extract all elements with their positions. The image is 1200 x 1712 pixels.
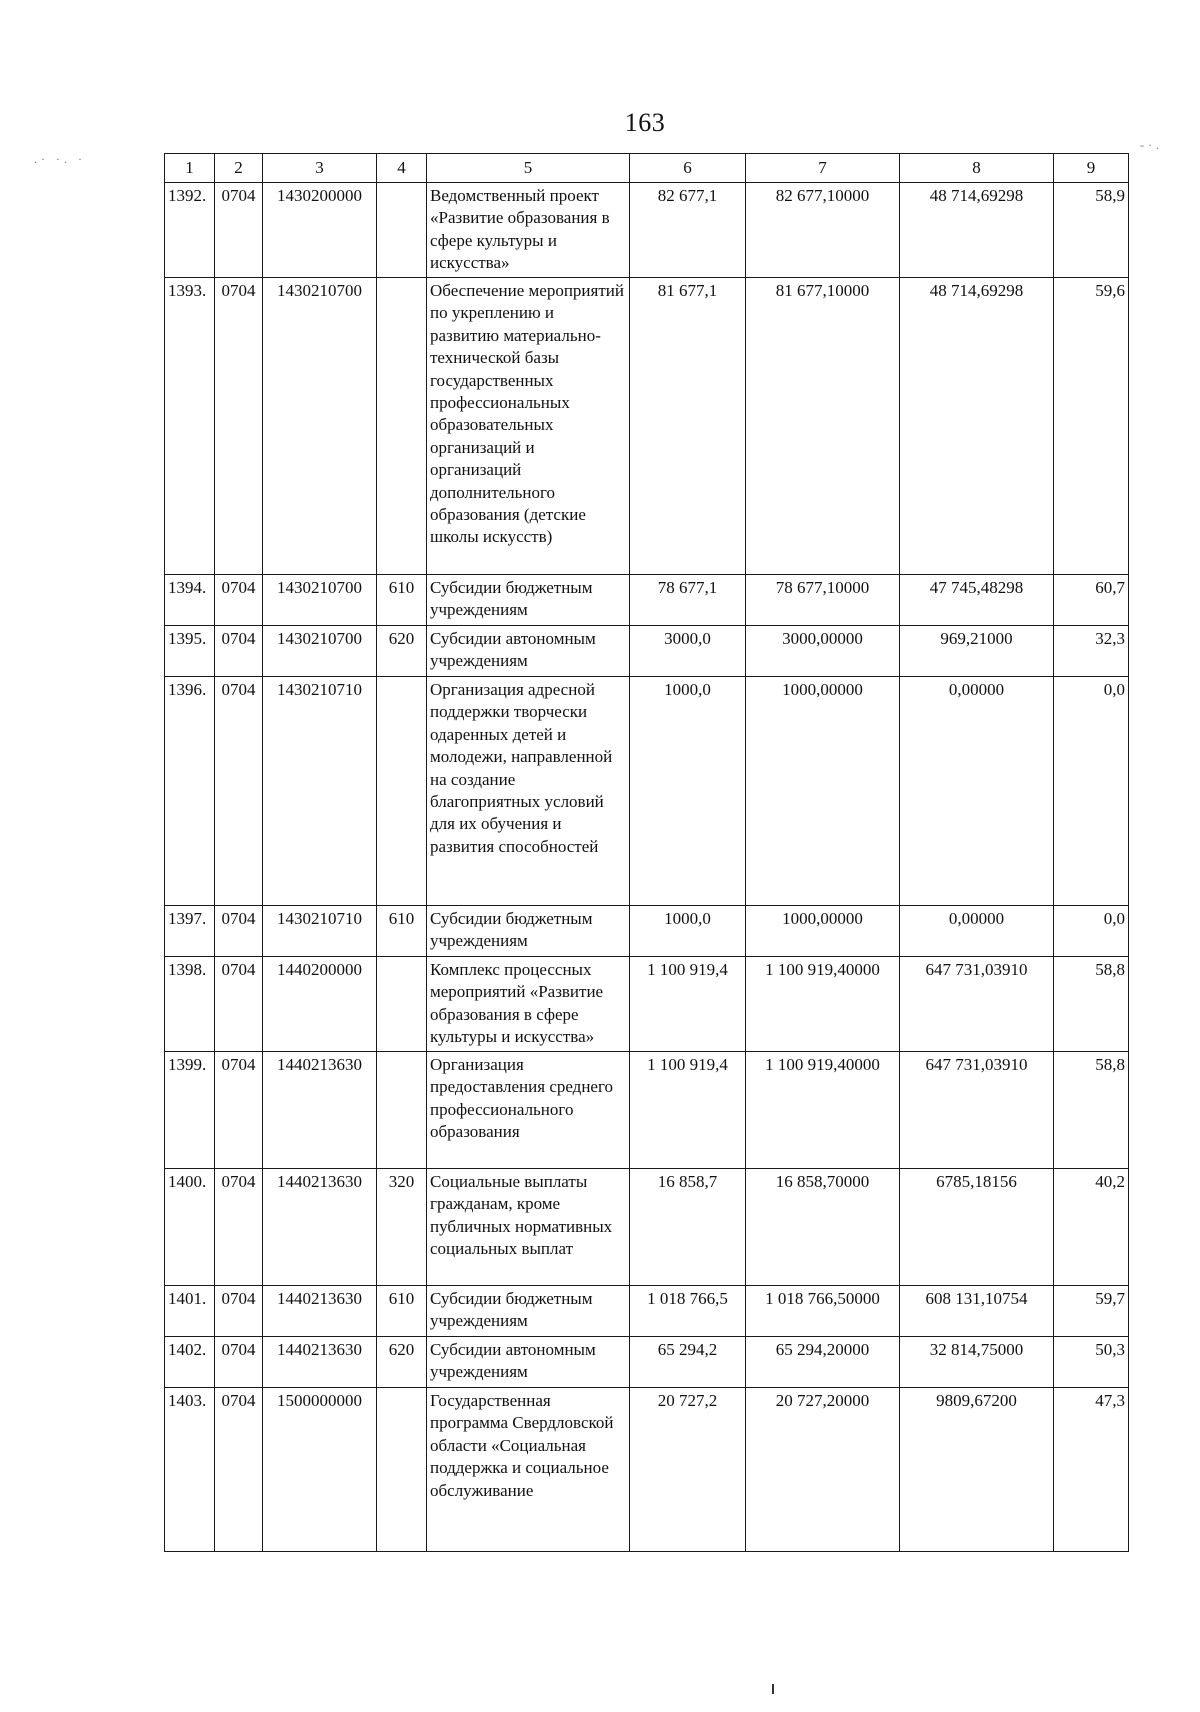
target-article-code: 1440200000 [263,957,377,1052]
row-number: 1403. [165,1388,215,1552]
value-col8: 47 745,48298 [900,575,1054,626]
value-col9: 32,3 [1054,626,1129,677]
value-col6: 1000,0 [630,677,746,906]
expense-type-code: 320 [377,1169,427,1286]
value-col8: 647 731,03910 [900,957,1054,1052]
table-row [165,1286,1129,1337]
table-row [165,626,1129,677]
target-article-code: 1500000000 [263,1388,377,1552]
value-col7: 65 294,20000 [746,1337,900,1388]
item-name: Социальные выплаты гражданам, кроме публичных нормативных социальных выплат [427,1169,630,1286]
value-col7: 16 858,70000 [746,1169,900,1286]
row-number: 1394. [165,575,215,626]
target-article-code: 1430210700 [263,575,377,626]
item-name: Субсидии бюджетным учреждениям [427,1286,630,1337]
value-col6: 78 677,1 [630,575,746,626]
value-col6: 20 727,2 [630,1388,746,1552]
col-header: 7 [746,154,900,183]
value-col9: 60,7 [1054,575,1129,626]
table-row [165,278,1129,575]
table-row [165,677,1129,906]
target-article-code: 1440213630 [263,1052,377,1169]
target-article-code: 1440213630 [263,1337,377,1388]
item-name: Комплекс процессных мероприятий «Развитие образования в сфере культуры и искусства» [427,957,630,1052]
table-row [165,957,1129,1052]
section-code: 0704 [215,957,263,1052]
value-col8: 0,00000 [900,677,1054,906]
value-col8: 9809,67200 [900,1388,1054,1552]
item-name: Субсидии автономным учреждениям [427,626,630,677]
expense-type-code [377,677,427,906]
value-col7: 81 677,10000 [746,278,900,575]
section-code: 0704 [215,1169,263,1286]
target-article-code: 1430200000 [263,183,377,278]
item-name: Организация адресной поддержки творчески одаренных детей и молодежи, направленной на создание благоприятных условий для их обучения и развития способностей [427,677,630,906]
value-col6: 65 294,2 [630,1337,746,1388]
row-number: 1402. [165,1337,215,1388]
item-name: Субсидии бюджетным учреждениям [427,575,630,626]
value-col9: 59,6 [1054,278,1129,575]
row-number: 1396. [165,677,215,906]
expense-type-code [377,183,427,278]
item-name: Субсидии бюджетным учреждениям [427,906,630,957]
value-col8: 0,00000 [900,906,1054,957]
row-number: 1400. [165,1169,215,1286]
value-col6: 3000,0 [630,626,746,677]
value-col8: 48 714,69298 [900,278,1054,575]
table-row [165,1169,1129,1286]
section-code: 0704 [215,278,263,575]
section-code: 0704 [215,677,263,906]
header-row [165,154,1129,183]
item-name: Организация предоставления среднего профессионального образования [427,1052,630,1169]
value-col7: 1000,00000 [746,677,900,906]
table-row [165,1388,1129,1552]
value-col8: 969,21000 [900,626,1054,677]
value-col9: 50,3 [1054,1337,1129,1388]
col-header: 8 [900,154,1054,183]
expense-type-code [377,1388,427,1552]
page-number: 163 [624,108,666,137]
target-article-code: 1440213630 [263,1286,377,1337]
expense-type-code: 620 [377,626,427,677]
section-code: 0704 [215,1388,263,1552]
value-col8: 608 131,10754 [900,1286,1054,1337]
row-number: 1397. [165,906,215,957]
target-article-code: 1430210700 [263,626,377,677]
expense-type-code: 610 [377,906,427,957]
table-row [165,183,1129,278]
expense-type-code: 610 [377,1286,427,1337]
section-code: 0704 [215,575,263,626]
section-code: 0704 [215,1337,263,1388]
row-number: 1398. [165,957,215,1052]
expense-type-code: 620 [377,1337,427,1388]
table-row [165,1337,1129,1388]
value-col6: 16 858,7 [630,1169,746,1286]
value-col7: 1 100 919,40000 [746,957,900,1052]
value-col9: 0,0 [1054,677,1129,906]
expense-type-code [377,957,427,1052]
row-number: 1392. [165,183,215,278]
table-row [165,575,1129,626]
budget-table [164,153,1129,1552]
value-col7: 20 727,20000 [746,1388,900,1552]
item-name: Субсидии автономным учреждениям [427,1337,630,1388]
target-article-code: 1440213630 [263,1169,377,1286]
col-header: 9 [1054,154,1129,183]
item-name: Ведомственный проект «Развитие образования в сфере культуры и искусства» [427,183,630,278]
value-col7: 3000,00000 [746,626,900,677]
value-col6: 1 100 919,4 [630,957,746,1052]
value-col6: 82 677,1 [630,183,746,278]
section-code: 0704 [215,1052,263,1169]
col-header: 1 [165,154,215,183]
value-col9: 47,3 [1054,1388,1129,1552]
col-header: 5 [427,154,630,183]
value-col6: 1 018 766,5 [630,1286,746,1337]
value-col6: 1000,0 [630,906,746,957]
scan-artifact [772,1684,774,1694]
table-row [165,906,1129,957]
row-number: 1401. [165,1286,215,1337]
target-article-code: 1430210700 [263,278,377,575]
target-article-code: 1430210710 [263,906,377,957]
section-code: 0704 [215,626,263,677]
target-article-code: 1430210710 [263,677,377,906]
value-col7: 1 100 919,40000 [746,1052,900,1169]
scan-artifact: .· ·. · [34,152,86,166]
table-row [165,1052,1129,1169]
value-col6: 81 677,1 [630,278,746,575]
col-header: 2 [215,154,263,183]
value-col6: 1 100 919,4 [630,1052,746,1169]
value-col9: 59,7 [1054,1286,1129,1337]
col-header: 6 [630,154,746,183]
item-name: Государственная программа Свердловской области «Социальная поддержка и социальное обслуживание [427,1388,630,1552]
section-code: 0704 [215,183,263,278]
value-col7: 1 018 766,50000 [746,1286,900,1337]
value-col8: 647 731,03910 [900,1052,1054,1169]
expense-type-code: 610 [377,575,427,626]
expense-type-code [377,278,427,575]
value-col9: 40,2 [1054,1169,1129,1286]
section-code: 0704 [215,906,263,957]
value-col9: 58,8 [1054,957,1129,1052]
expense-type-code [377,1052,427,1169]
value-col8: 48 714,69298 [900,183,1054,278]
row-number: 1393. [165,278,215,575]
section-code: 0704 [215,1286,263,1337]
value-col9: 58,8 [1054,1052,1129,1169]
scan-artifact: ‐·. [1140,138,1163,152]
value-col8: 32 814,75000 [900,1337,1054,1388]
col-header: 3 [263,154,377,183]
value-col7: 1000,00000 [746,906,900,957]
value-col9: 58,9 [1054,183,1129,278]
value-col7: 78 677,10000 [746,575,900,626]
value-col8: 6785,18156 [900,1169,1054,1286]
value-col7: 82 677,10000 [746,183,900,278]
col-header: 4 [377,154,427,183]
row-number: 1399. [165,1052,215,1169]
row-number: 1395. [165,626,215,677]
value-col9: 0,0 [1054,906,1129,957]
item-name: Обеспечение мероприятий по укреплению и развитию материально-технической базы государственных профессиональных образовательных организаций и организаций дополнительного образования (детские школы искусств) [427,278,630,575]
